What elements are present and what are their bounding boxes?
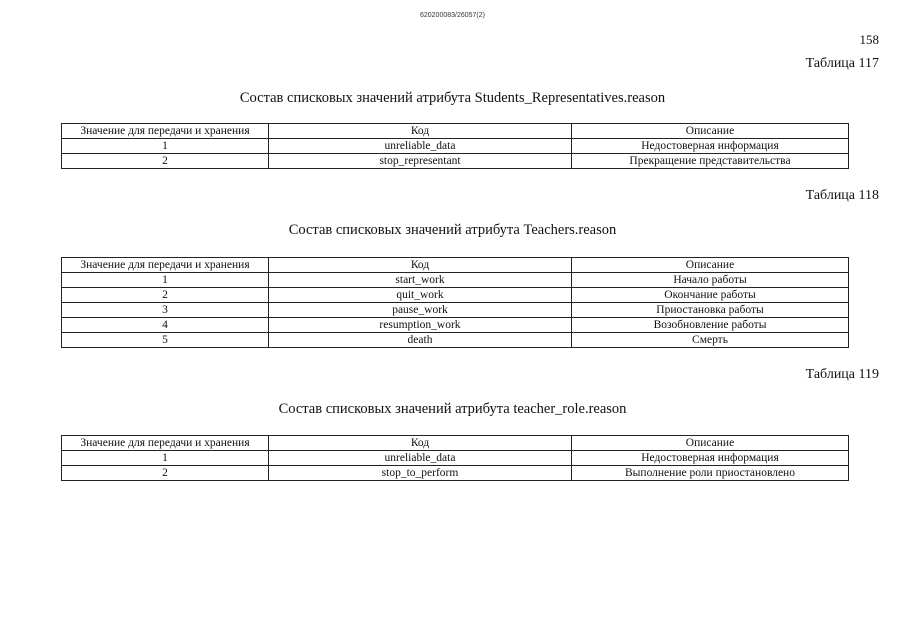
- cell-value: 5: [62, 333, 269, 348]
- table-header-row: [62, 436, 849, 451]
- table-row: [62, 318, 849, 333]
- table-row: [62, 288, 849, 303]
- cell-description: Начало работы: [572, 273, 849, 288]
- cell-value: 4: [62, 318, 269, 333]
- table-label: Таблица 117: [805, 56, 879, 71]
- table-row: [62, 273, 849, 288]
- data-table: [61, 123, 849, 169]
- cell-value: 1: [62, 273, 269, 288]
- cell-value: 1: [62, 451, 269, 466]
- column-header-description: Описание: [572, 436, 849, 451]
- cell-code: pause_work: [269, 303, 572, 318]
- cell-value: 1: [62, 139, 269, 154]
- table-row: [62, 466, 849, 481]
- data-table: [61, 257, 849, 348]
- cell-value: 2: [62, 288, 269, 303]
- column-header-value: Значение для передачи и хранения: [62, 436, 269, 451]
- column-header-code: Код: [269, 124, 572, 139]
- table-title: Состав списковых значений атрибута teacher_role.reason: [278, 401, 627, 417]
- column-header-code: Код: [269, 436, 572, 451]
- cell-description: Смерть: [572, 333, 849, 348]
- column-header-code: Код: [269, 258, 572, 273]
- table-row: [62, 451, 849, 466]
- table-row: [62, 154, 849, 169]
- cell-value: 2: [62, 154, 269, 169]
- column-header-value: Значение для передачи и хранения: [62, 258, 269, 273]
- table-header-row: [62, 258, 849, 273]
- cell-description: Недостоверная информация: [572, 451, 849, 466]
- table-header-row: [62, 124, 849, 139]
- document-code: 620200083/26057(2): [419, 12, 485, 19]
- table-label: Таблица 118: [805, 188, 879, 203]
- cell-value: 3: [62, 303, 269, 318]
- cell-code: death: [269, 333, 572, 348]
- cell-code: start_work: [269, 273, 572, 288]
- cell-description: Выполнение роли приостановлено: [572, 466, 849, 481]
- table-row: [62, 333, 849, 348]
- cell-description: Окончание работы: [572, 288, 849, 303]
- page-number: 158: [859, 32, 879, 47]
- table-row: [62, 139, 849, 154]
- cell-code: stop_to_perform: [269, 466, 572, 481]
- cell-value: 2: [62, 466, 269, 481]
- cell-description: Прекращение представительства: [572, 154, 849, 169]
- table-title: Состав списковых значений атрибута Students_Representatives.reason: [239, 90, 666, 106]
- table-title: Состав списковых значений атрибута Teachers.reason: [288, 222, 617, 238]
- cell-description: Приостановка работы: [572, 303, 849, 318]
- cell-code: stop_representant: [269, 154, 572, 169]
- data-table: [61, 435, 849, 481]
- cell-code: resumption_work: [269, 318, 572, 333]
- table-label: Таблица 119: [805, 367, 879, 382]
- cell-description: Недостоверная информация: [572, 139, 849, 154]
- cell-description: Возобновление работы: [572, 318, 849, 333]
- table-row: [62, 303, 849, 318]
- column-header-description: Описание: [572, 124, 849, 139]
- column-header-description: Описание: [572, 258, 849, 273]
- cell-code: unreliable_data: [269, 139, 572, 154]
- cell-code: unreliable_data: [269, 451, 572, 466]
- cell-code: quit_work: [269, 288, 572, 303]
- column-header-value: Значение для передачи и хранения: [62, 124, 269, 139]
